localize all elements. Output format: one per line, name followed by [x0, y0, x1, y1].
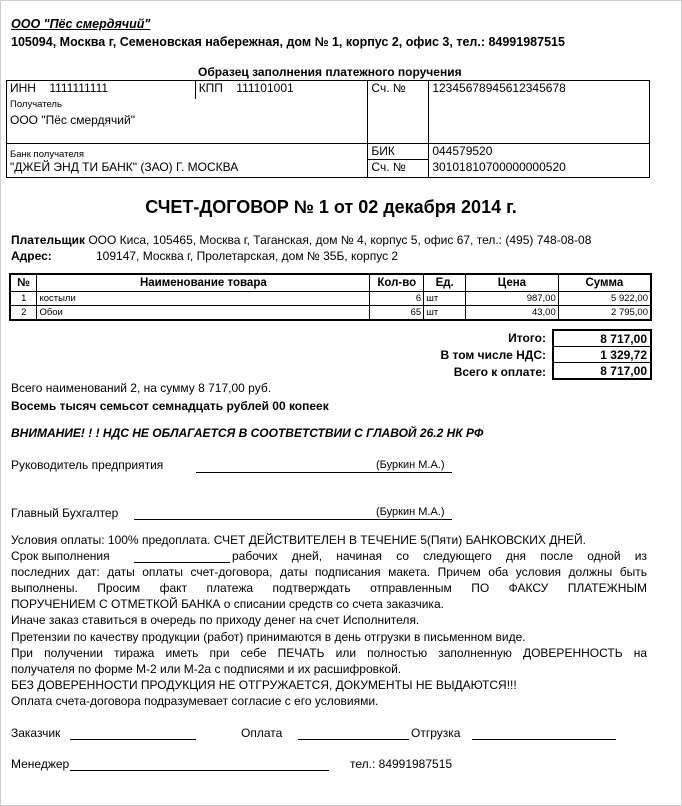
- terms-line-2-start: Срок выполнения: [11, 549, 110, 563]
- terms-line-4: выполнены. Просим факт платежа подтверждать отправленным ПО ФАКСУ ПЛАТЕЖНЫМ: [11, 581, 647, 595]
- terms-line-11: Оплата счета-договора подразумевает согласие с его условиями.: [11, 694, 379, 708]
- col-header-sum: Сумма: [558, 274, 651, 292]
- kpp-cell: [195, 81, 368, 99]
- accountant-signature-line: [134, 519, 452, 520]
- payer-address-value: 109147, Москва г, Пролетарская, дом № 35Б, корпус 2: [96, 249, 399, 263]
- terms-line-7: Претензии по качеству продукции (работ) принимаются в день отгрузки в письменном виде.: [11, 630, 526, 644]
- goods-header-row: [10, 274, 651, 292]
- row-sum: 2 795,00: [558, 306, 651, 321]
- payer-label: Плательщик: [11, 233, 85, 247]
- vat-label: В том числе НДС:: [440, 348, 546, 362]
- kpp-value: 111101001: [236, 81, 294, 95]
- bik-label: БИК: [368, 144, 429, 160]
- totals-table: [552, 329, 652, 380]
- director-name: (Буркин М.А.): [376, 459, 445, 471]
- corr-value: 30101810700000000520: [429, 160, 650, 178]
- goods-table: [9, 273, 652, 321]
- terms-line-1: Условия оплаты: 100% предоплата. СЧЕТ ДЕЙСТВИТЕЛЕН В ТЕЧЕНИЕ 5(Пяти) БАНКОВСКИХ ДНЕЙ.: [11, 533, 587, 547]
- payment-sample-title: Образец заполнения платежного поручения: [198, 65, 462, 79]
- seller-name: ООО "Пёс смердячий": [11, 17, 151, 31]
- customer-line: [70, 739, 196, 740]
- summary-line: Всего наименований 2, на сумму 8 717,00 руб.: [11, 381, 272, 395]
- acc-value: 12345678945612345678: [432, 81, 566, 95]
- row-unit: шт: [424, 306, 466, 321]
- col-header-qty: Кол-во: [370, 274, 424, 292]
- terms-line-6: Иначе заказ ставиться в очередь по приходу денег на счет Исполнителя.: [11, 613, 420, 627]
- vat-notice: ВНИМАНИЕ! ! ! НДС НЕ ОБЛАГАЕТСЯ В СООТВЕТСТВИИ С ГЛАВОЙ 26.2 НК РФ: [11, 426, 484, 440]
- bank-value: "ДЖЕЙ ЭНД ТИ БАНК" (ЗАО) Г. МОСКВА: [7, 160, 368, 178]
- due-label: Всего к оплате:: [453, 365, 546, 379]
- total-label: Итого:: [508, 331, 546, 345]
- row-name: костыли: [37, 292, 370, 306]
- seller-address: 105094, Москва г, Семеновская набережная, дом № 1, корпус 2, офис 3, тел.: 84991987515: [11, 35, 565, 49]
- col-header-n: №: [10, 274, 37, 292]
- director-label: Руководитель предприятия: [11, 458, 164, 472]
- customer-label: Заказчик: [11, 726, 61, 740]
- row-number: 2: [10, 306, 37, 321]
- inn-cell: [7, 81, 196, 99]
- kpp-label: КПП: [198, 81, 223, 95]
- invoice-title: СЧЕТ-ДОГОВОР № 1 от 02 декабря 2014 г.: [145, 197, 517, 217]
- table-row: [10, 306, 651, 321]
- inn-label: ИНН: [10, 81, 36, 95]
- director-signature-line: [196, 472, 452, 473]
- total-value: 8 717,00: [553, 330, 651, 347]
- accountant-name: (Буркин М.А.): [376, 506, 445, 518]
- payment-line: [298, 739, 409, 740]
- shipment-label: Отгрузка: [411, 726, 461, 740]
- payment-label: Оплата: [241, 726, 283, 740]
- row-unit: шт: [424, 292, 466, 306]
- row-price: 987,00: [466, 292, 559, 306]
- col-header-name: Наименование товара: [37, 274, 370, 292]
- col-header-unit: Ед.: [424, 274, 466, 292]
- accountant-label: Главный Бухгалтер: [11, 506, 119, 520]
- term-days-blank-line: [134, 562, 230, 563]
- manager-phone: тел.: 84991987515: [350, 757, 453, 771]
- manager-label: Менеджер: [11, 757, 70, 771]
- shipment-line: [472, 739, 616, 740]
- due-value: 8 717,00: [553, 363, 651, 380]
- payer-line: [11, 233, 591, 247]
- terms-line-8: При получении тиража иметь при себе ПЕЧАТЬ или полностью заполненную ДОВЕРЕННОСТЬ на: [11, 646, 647, 660]
- table-row: [10, 292, 651, 306]
- col-header-price: Цена: [466, 274, 559, 292]
- bik-value: 044579520: [429, 144, 650, 160]
- terms-line-2-end: рабочих дней, начиная со следующего дня после одной из: [232, 549, 647, 563]
- amount-in-words: Восемь тысяч семьсот семнадцать рублей 00 копеек: [11, 399, 329, 413]
- payer-address-label: Адрес:: [11, 249, 52, 263]
- row-sum: 5 922,00: [558, 292, 651, 306]
- inn-value: 1111111111: [49, 81, 109, 95]
- terms-line-5: ПОРУЧЕНИЕМ С ОТМЕТКОЙ БАНКА о списании средств со счета заказчика.: [11, 597, 444, 611]
- row-number: 1: [10, 292, 37, 306]
- terms-line-10: БЕЗ ДОВЕРЕННОСТИ ПРОДУКЦИЯ НЕ ОТГРУЖАЕТСЯ, ДОКУМЕНТЫ НЕ ВЫДАЮТСЯ!!!: [11, 678, 517, 692]
- payment-sample-table: [6, 80, 650, 178]
- corr-label: Сч. №: [368, 160, 429, 178]
- acc-label-cell: [368, 81, 429, 144]
- terms-line-9: получателя по форме М-2 или М-2а с подписями и их расшифровкой.: [11, 662, 402, 676]
- recipient-value: ООО "Пёс смердячий": [7, 113, 368, 144]
- row-name: Обои: [37, 306, 370, 321]
- recipient-label: Получатель: [7, 99, 368, 113]
- row-qty: 6: [370, 292, 424, 306]
- manager-line: [70, 770, 329, 771]
- payer-value: ООО Киса, 105465, Москва г, Таганская, дом № 4, корпус 5, офис 67, тел.: (495) 748-08-08: [88, 233, 592, 247]
- terms-line-3: последних дат: даты оплаты счет-договора, даты подписания макета. Причем оба условия должны быть: [11, 565, 647, 579]
- acc-label: Сч. №: [371, 81, 406, 95]
- vat-value: 1 329,72: [553, 347, 651, 363]
- acc-value-cell: [429, 81, 650, 144]
- row-qty: 65: [370, 306, 424, 321]
- bank-label: Банк получателя: [7, 144, 368, 160]
- row-price: 43,00: [466, 306, 559, 321]
